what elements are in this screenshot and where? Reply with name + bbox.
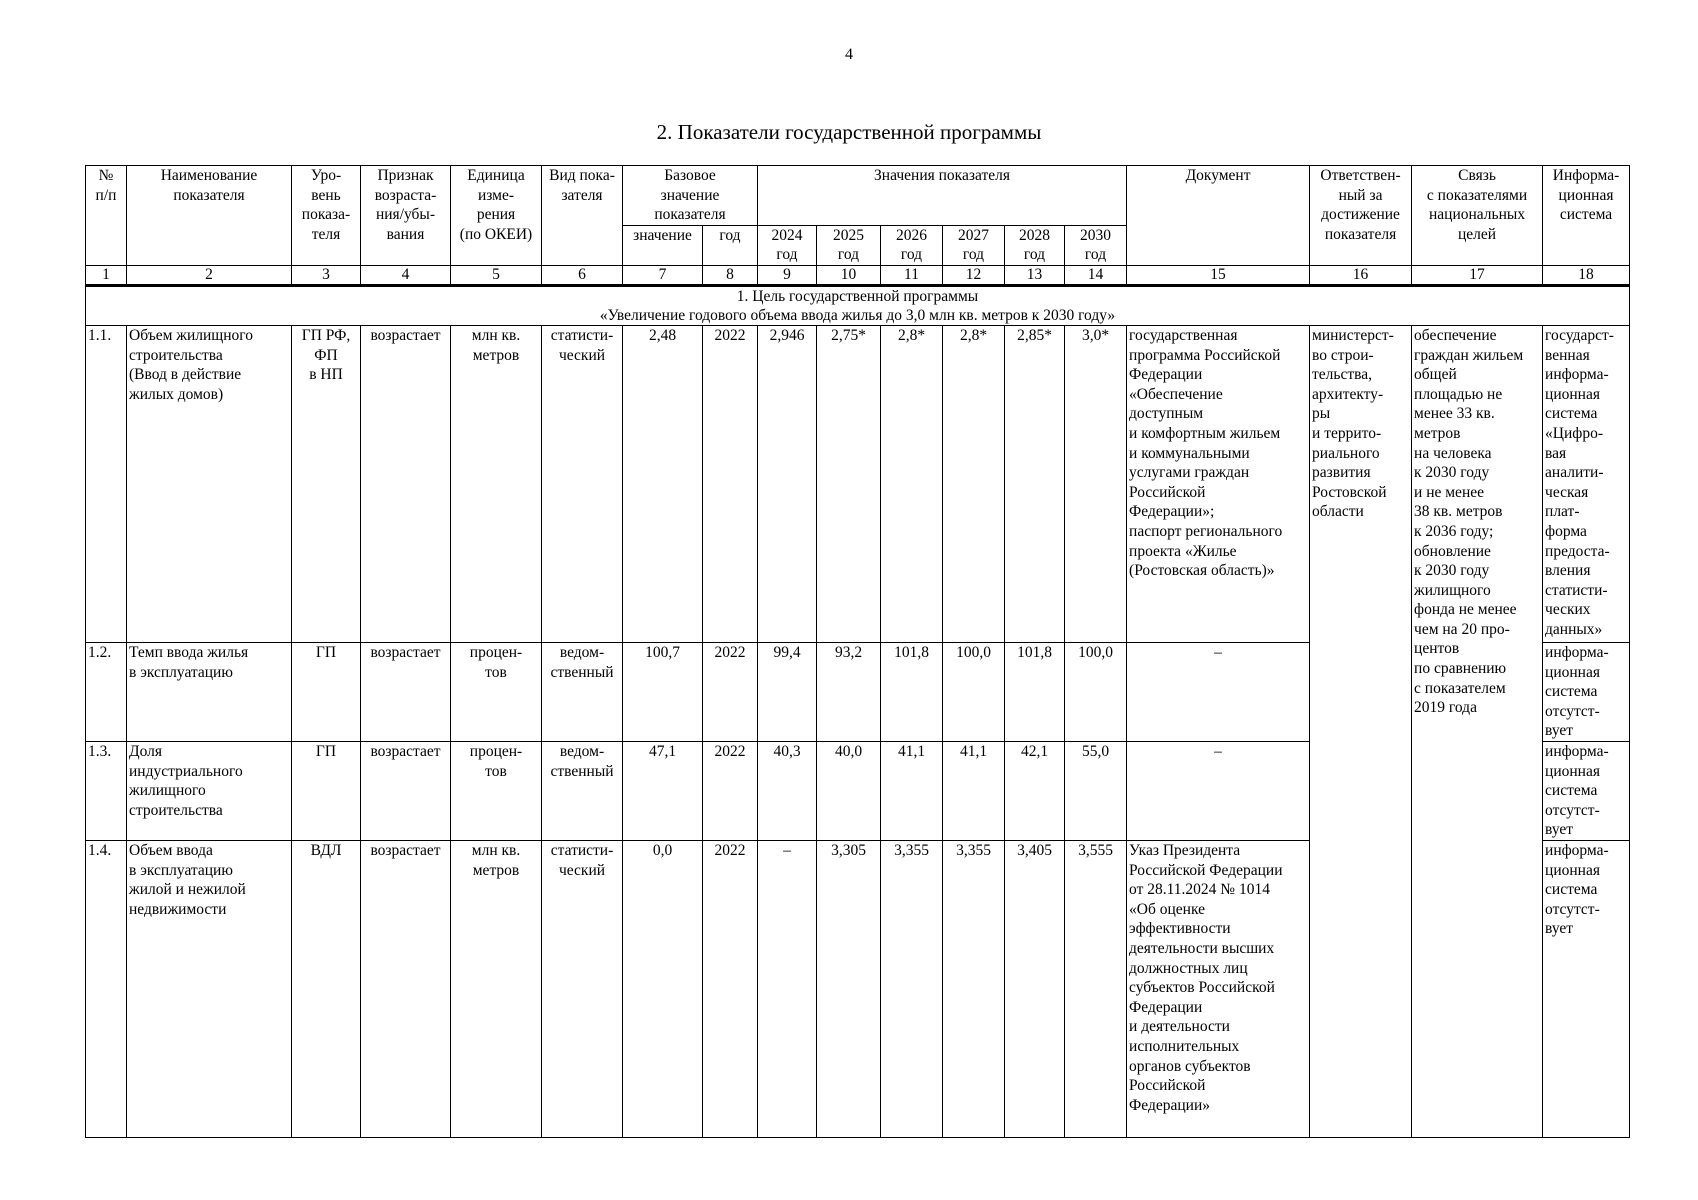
row-num: 1.2. [86,642,127,741]
column-number: 7 [623,265,703,285]
row-value-2027: 41,1 [943,741,1005,840]
row-base-year: 2022 [703,642,758,741]
row-value-2025: 3,305 [817,840,881,1137]
column-number: 16 [1310,265,1412,285]
header-name: Наименование показателя [127,166,292,266]
row-value-2030: 100,0 [1065,642,1127,741]
row-num: 1.4. [86,840,127,1137]
row-name: Объем ввода в эксплуатацию жилой и нежилой недвижимости [127,840,292,1137]
row-base-year: 2022 [703,741,758,840]
column-number: 14 [1065,265,1127,285]
row-value-2024: 99,4 [758,642,817,741]
row-base-year: 2022 [703,325,758,642]
row-value-2026: 3,355 [881,840,943,1137]
row-base-value: 0,0 [623,840,703,1137]
responsible-cell: министерст- во строи- тельства, архитекту- ры и террито- риального развития Ростовской области [1310,325,1412,1137]
column-number: 5 [451,265,542,285]
header-year-2026: 2026 год [881,225,943,265]
row-value-2024: 2,946 [758,325,817,642]
row-base-value: 2,48 [623,325,703,642]
row-info-system: информа- ционная система отсутст- вует [1543,741,1630,840]
row-info-system: информа- ционная система отсутст- вует [1543,840,1630,1137]
row-value-2030: 3,0* [1065,325,1127,642]
row-name: Темп ввода жилья в эксплуатацию [127,642,292,741]
row-info-system: государст- венная информа- ционная система «Цифро- вая аналити- ческая плат- форма предоста- вления статисти- ческих данных» [1543,325,1630,642]
header-type: Вид пока- зателя [542,166,623,266]
header-level: Уро- вень показа- теля [292,166,361,266]
row-value-2024: – [758,840,817,1137]
column-number: 3 [292,265,361,285]
row-value-2026: 2,8* [881,325,943,642]
row-num: 1.1. [86,325,127,642]
row-level: ГП [292,642,361,741]
row-type: статисти- ческий [542,840,623,1137]
row-base-value: 100,7 [623,642,703,741]
row-value-2030: 3,555 [1065,840,1127,1137]
column-number: 17 [1412,265,1543,285]
row-trend: возрастает [361,741,451,840]
row-level: ГП РФ, ФП в НП [292,325,361,642]
row-unit: млн кв. метров [451,840,542,1137]
column-number: 9 [758,265,817,285]
column-number: 11 [881,265,943,285]
row-value-2025: 40,0 [817,741,881,840]
row-document: государственная программа Российской Федерации «Обеспечение доступным и комфортным жильем и коммунальными услугами граждан Российской Федерации»; паспорт регионального проекта «Жилье (Ростовская область)» [1127,325,1310,642]
row-type: ведом- ственный [542,642,623,741]
header-link: Связь с показателями национальных целей [1412,166,1543,266]
row-value-2028: 42,1 [1005,741,1065,840]
row-document: Указ Президента Российской Федерации от 28.11.2024 № 1014 «Об оценке эффективности деятельности высших должностных лиц субъектов Российской Федерации и деятельности исполнительных органов субъектов Российской Федерации» [1127,840,1310,1137]
header-document: Документ [1127,166,1310,266]
row-name: Доля индустриального жилищного строительства [127,741,292,840]
row-value-2026: 101,8 [881,642,943,741]
header-year-2028: 2028 год [1005,225,1065,265]
indicators-table [85,165,1630,1138]
row-info-system: информа- ционная система отсутст- вует [1543,642,1630,741]
header-year-2024: 2024 год [758,225,817,265]
header-base-year: год [703,225,758,265]
column-number: 12 [943,265,1005,285]
header-info: Информа- ционная система [1543,166,1630,266]
row-value-2027: 2,8* [943,325,1005,642]
header-year-2025: 2025 год [817,225,881,265]
header-values: Значения показателя [758,166,1127,226]
row-unit: млн кв. метров [451,325,542,642]
row-base-year: 2022 [703,840,758,1137]
row-base-value: 47,1 [623,741,703,840]
row-trend: возрастает [361,642,451,741]
row-value-2030: 55,0 [1065,741,1127,840]
page-number: 4 [845,46,853,63]
national-goals-link-cell: обеспечение граждан жильем общей площадью не менее 33 кв. метров на человека к 2030 году и не менее 38 кв. метров к 2036 году; обновление к 2030 году жилищного фонда не менее чем на 20 про- центов по сравнению с показателем 2019 года [1412,325,1543,1137]
row-trend: возрастает [361,840,451,1137]
row-value-2027: 100,0 [943,642,1005,741]
row-value-2028: 2,85* [1005,325,1065,642]
column-number: 4 [361,265,451,285]
header-year-2027: 2027 год [943,225,1005,265]
row-value-2025: 93,2 [817,642,881,741]
row-level: ГП [292,741,361,840]
goal-row: 1. Цель государственной программы «Увеличение годового объема ввода жилья до 3,0 млн кв. метров к 2030 году» [86,285,1630,325]
row-level: ВДЛ [292,840,361,1137]
header-year-2030: 2030 год [1065,225,1127,265]
column-number: 2 [127,265,292,285]
column-number: 6 [542,265,623,285]
row-num: 1.3. [86,741,127,840]
row-type: статисти- ческий [542,325,623,642]
column-number: 10 [817,265,881,285]
column-number: 13 [1005,265,1065,285]
row-type: ведом- ственный [542,741,623,840]
header-unit: Единица изме- рения (по ОКЕИ) [451,166,542,266]
row-unit: процен- тов [451,741,542,840]
column-number: 1 [86,265,127,285]
column-number: 8 [703,265,758,285]
row-document: – [1127,642,1310,741]
header-num: № п/п [86,166,127,266]
row-document: – [1127,741,1310,840]
row-name: Объем жилищного строительства (Ввод в действие жилых домов) [127,325,292,642]
row-value-2028: 101,8 [1005,642,1065,741]
row-value-2027: 3,355 [943,840,1005,1137]
row-unit: процен- тов [451,642,542,741]
row-value-2026: 41,1 [881,741,943,840]
column-number: 15 [1127,265,1310,285]
section-title: 2. Показатели государственной программы [656,120,1042,144]
row-value-2024: 40,3 [758,741,817,840]
header-responsible: Ответствен- ный за достижение показателя [1310,166,1412,266]
row-trend: возрастает [361,325,451,642]
header-base-value: значение [623,225,703,265]
header-trend: Признак возраста- ния/убы- вания [361,166,451,266]
header-base: Базовое значение показателя [623,166,758,226]
column-number: 18 [1543,265,1630,285]
row-value-2025: 2,75* [817,325,881,642]
row-value-2028: 3,405 [1005,840,1065,1137]
